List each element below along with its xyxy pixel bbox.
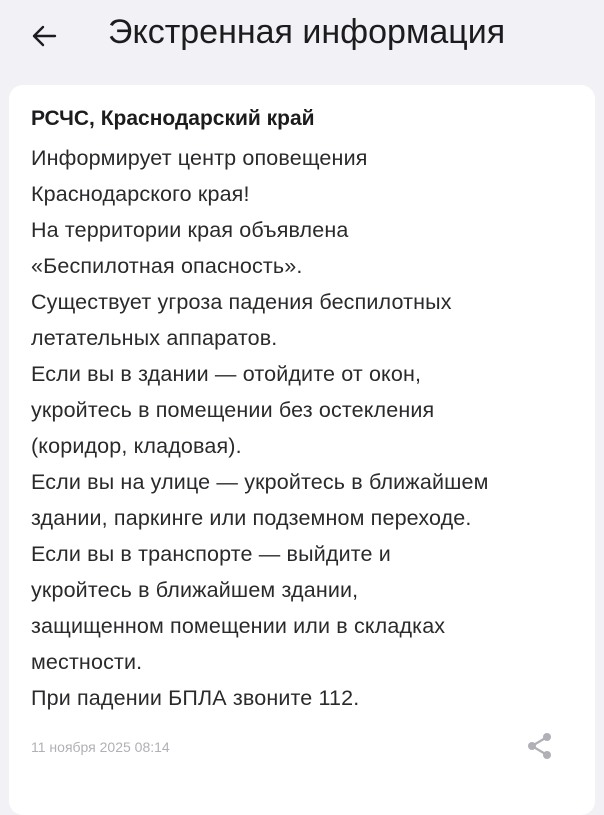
share-button[interactable]	[523, 729, 557, 763]
message-line: укройтесь в ближайшем здании,	[31, 578, 359, 602]
alert-message-card	[9, 85, 595, 815]
message-line: (коридор, кладовая).	[31, 434, 242, 458]
page-title: Экстренная информация	[108, 13, 506, 51]
message-body	[31, 140, 591, 716]
message-line: Краснодарского края!	[31, 182, 250, 206]
message-line: Если вы в транспорте — выйдите и	[31, 542, 391, 566]
message-line: местности.	[31, 650, 143, 674]
app-bar	[0, 0, 604, 72]
message-line: защищенном помещении или в складках	[31, 614, 446, 638]
message-line: укройтесь в помещении без остекления	[31, 398, 435, 422]
message-line: На территории края объявлена	[31, 218, 349, 242]
message-line: Существует угроза падения беспилотных	[31, 290, 452, 314]
back-button[interactable]	[22, 14, 66, 58]
share-icon	[525, 731, 555, 761]
message-line: Если вы на улице — укройтесь в ближайшем	[31, 470, 489, 494]
message-line: Если вы в здании — отойдите от окон,	[31, 362, 422, 386]
message-timestamp: 11 ноября 2025 08:14	[31, 739, 170, 755]
sender-name: РСЧС, Краснодарский край	[31, 107, 315, 130]
message-line: Информирует центр оповещения	[31, 146, 368, 170]
message-line: При падении БПЛА звоните 112.	[31, 686, 360, 710]
message-line: «Беспилотная опасность».	[31, 254, 303, 278]
message-line: летательных аппаратов.	[31, 326, 278, 350]
arrow-left-icon	[31, 23, 57, 49]
message-line: здании, паркинге или подземном переходе.	[31, 506, 472, 530]
